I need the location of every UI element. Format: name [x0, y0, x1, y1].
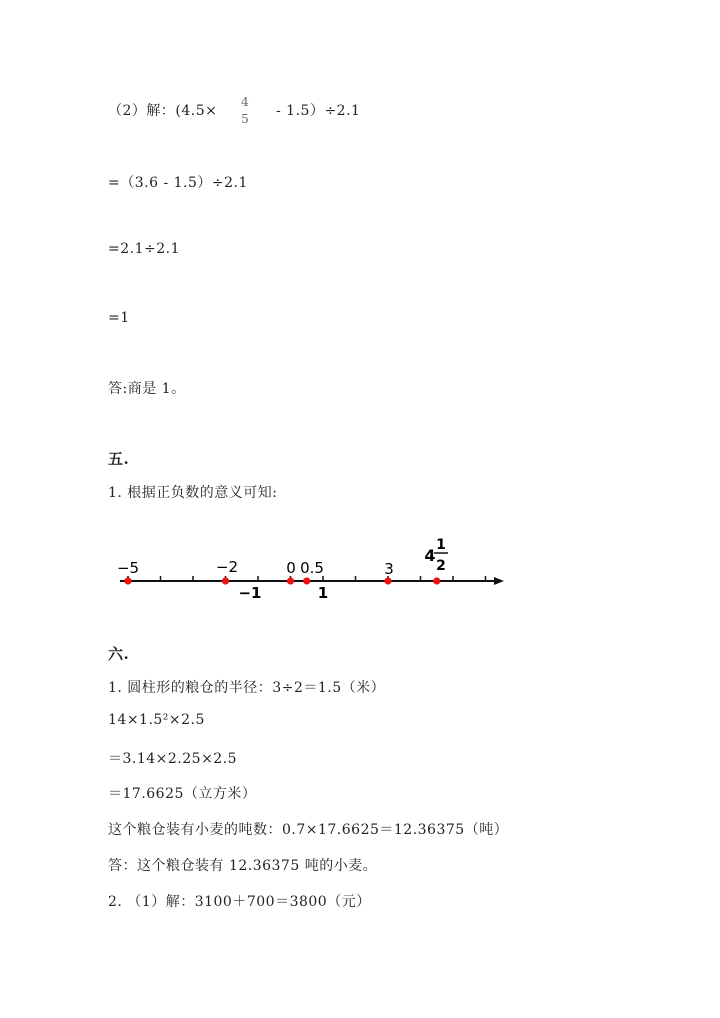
- calc-line-2: ＝3.14×2.25×2.5: [108, 751, 238, 767]
- section-5-heading: 五.: [108, 450, 130, 468]
- answer-1: 答:商是 1。: [108, 381, 186, 397]
- point-neg-2: [222, 577, 229, 584]
- point-0: [287, 577, 294, 584]
- label-neg-2: −2: [215, 558, 239, 576]
- mixed-number-4-1-2: [424, 537, 448, 574]
- question-5-1: 1. 根据正负数的意义可知:: [108, 485, 278, 501]
- step-2: =2.1÷2.1: [108, 241, 180, 257]
- label-neg-1: −1: [238, 584, 262, 602]
- fraction-four-fifths: [239, 94, 251, 127]
- mixed-whole: 4: [424, 546, 436, 565]
- point-3: [384, 577, 391, 584]
- number-line: [108, 530, 518, 610]
- section-6-heading: 六.: [108, 645, 130, 663]
- mixed-numerator: 1: [436, 537, 446, 553]
- fraction-denominator: 5: [241, 112, 249, 126]
- label-3: 3: [384, 560, 394, 578]
- part2-prefix: （2）解：(4.5×: [108, 103, 218, 119]
- calc-line-3: ＝17.6625（立方米）: [108, 786, 257, 802]
- point-0-5: [303, 577, 310, 584]
- fraction-numerator: 4: [241, 95, 249, 109]
- label-0: 0: [286, 559, 296, 577]
- point-neg-5: [124, 577, 131, 584]
- question-6-2: 2. （1）解：3100＋700＝3800（元）: [108, 894, 371, 910]
- question-6-1: 1. 圆柱形的粮仓的半径：3÷2＝1.5（米）: [108, 680, 386, 696]
- part2-expression: [108, 100, 217, 120]
- step-1: =（3.6 - 1.5）÷2.1: [108, 175, 248, 191]
- point-4-5: [433, 577, 440, 584]
- label-1: 1: [317, 584, 329, 602]
- answer-6: 答：这个粮仓装有 12.36375 吨的小麦。: [108, 858, 378, 874]
- mixed-denominator: 2: [436, 558, 446, 574]
- calc-line-1: 14×1.5²×2.5: [108, 712, 205, 728]
- number-line-arrow: [494, 577, 504, 585]
- calc-line-4: 这个粮仓装有小麦的吨数：0.7×17.6625＝12.36375（吨）: [108, 822, 509, 838]
- label-neg-5: −5: [116, 559, 140, 577]
- label-0-5: 0.5: [300, 559, 324, 577]
- part2-suffix: - 1.5）÷2.1: [276, 103, 361, 119]
- step-3: =1: [108, 310, 130, 326]
